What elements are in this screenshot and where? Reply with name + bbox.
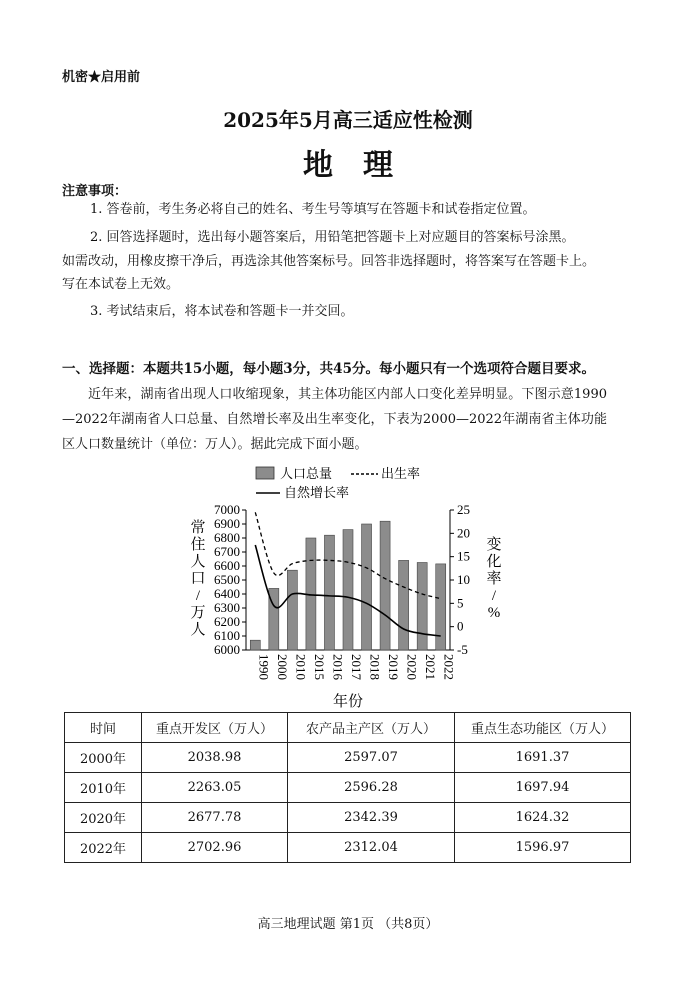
population-table [64, 712, 631, 863]
left-tick-label: 6200 [214, 614, 240, 629]
legend-population: 人口总量 [280, 466, 333, 481]
table-cell: 2342.39 [288, 803, 455, 833]
left-tick-label: 6600 [214, 558, 240, 573]
right-tick-label: 0 [457, 618, 464, 634]
table-cell: 2677.78 [142, 803, 288, 833]
right-tick-label: -5 [457, 642, 468, 657]
left-tick-label: 6900 [214, 516, 240, 531]
notice-item-2-cont: 如需改动，用橡皮擦干净后，再选涂其他答案标号。回答非选择题时，将答案写在答题卡上。 [62, 254, 596, 269]
x-category-label: 2020 [404, 654, 420, 680]
section-heading: 一、选择题：本题共15小题，每小题3分，共45分。每小题只有一个选项符合题目要求。 [62, 361, 595, 377]
notice-item-2-end: 写在本试卷上无效。 [62, 277, 180, 292]
table-cell: 1697.94 [455, 773, 631, 803]
table-cell: 1624.32 [455, 803, 631, 833]
table-cell: 2263.05 [142, 773, 288, 803]
x-category-label: 2016 [330, 654, 346, 680]
table-cell: 1691.37 [455, 743, 631, 773]
table-cell: 2597.07 [288, 743, 455, 773]
chart-legend [256, 466, 420, 500]
right-tick-label: 25 [457, 502, 470, 517]
table-header-row [65, 713, 631, 743]
right-tick-label: 5 [457, 595, 464, 611]
table-row [65, 743, 631, 773]
population-bar [324, 535, 334, 650]
table-cell: 2020年 [65, 803, 142, 833]
x-category-label: 2021 [423, 654, 439, 680]
subject-title: 地理 [303, 148, 423, 183]
left-tick-label: 6000 [214, 642, 240, 657]
legend-natural-growth: 自然增长率 [284, 485, 350, 500]
confidential-label: 机密★启用前 [62, 70, 141, 85]
x-category-label: 2017 [349, 654, 364, 680]
population-bar [250, 640, 260, 650]
table-row [65, 803, 631, 833]
exam-title: 2025年5月高三适应性检测 [223, 108, 473, 132]
population-bar [436, 564, 446, 650]
population-chart [180, 460, 520, 710]
table-cell: 2038.98 [142, 743, 288, 773]
table-cell: 2702.96 [142, 833, 288, 863]
col-header-agri: 农产品主产区（万人） [288, 713, 455, 743]
right-tick-label: 10 [457, 572, 470, 587]
left-tick-label: 6700 [214, 544, 240, 559]
notice-item-3: 3. 考试结束后，将本试卷和答题卡一并交回。 [90, 304, 354, 319]
x-category-label: 2018 [367, 654, 383, 680]
legend-birth-rate: 出生率 [381, 466, 421, 481]
col-header-eco: 重点生态功能区（万人） [455, 713, 631, 743]
x-category-label: 2019 [386, 654, 402, 680]
population-bar [362, 524, 372, 650]
population-bar [417, 563, 427, 651]
left-tick-label: 7000 [214, 502, 240, 517]
col-header-time: 时间 [65, 713, 142, 743]
x-axis-label: 年份 [332, 694, 364, 710]
left-tick-label: 6500 [214, 572, 240, 587]
population-bar [287, 570, 297, 650]
table-cell: 2596.28 [288, 773, 455, 803]
x-category-label: 2000 [274, 654, 290, 680]
table-cell: 2022年 [65, 833, 142, 863]
x-category-label: 1990 [256, 654, 272, 680]
x-category-label: 2015 [311, 654, 327, 680]
page-footer: 高三地理试题 第1页 （共8页） [257, 917, 439, 932]
left-tick-label: 6800 [214, 530, 240, 545]
col-header-key-dev: 重点开发区（万人） [142, 713, 288, 743]
right-tick-label: 20 [457, 525, 470, 541]
left-tick-label: 6400 [214, 586, 240, 601]
right-tick-label: 15 [457, 548, 470, 564]
table-cell: 1596.97 [455, 833, 631, 863]
x-category-label: 2010 [293, 654, 309, 680]
population-bar [343, 530, 353, 650]
question-intro: 近年来，湖南省出现人口收缩现象，其主体功能区内部人口变化差异明显。下图示意1990—2022年湖南省人口总量、自然增长率及出生率变化，下表为2000—2022年湖南省主体功能区人口数量统计（单位：万人）。据此完成下面小题。 [62, 387, 607, 452]
population-bar [380, 521, 390, 650]
notice-item-1: 1. 答卷前，考生务必将自己的姓名、考生号等填写在答题卡和试卷指定位置。 [90, 202, 536, 217]
left-axis-label: 常住人口/万人 [190, 520, 206, 638]
x-category-label: 2022 [441, 654, 457, 680]
notice-title: 注意事项： [62, 184, 128, 199]
right-axis-label: 变化率/ % [486, 537, 502, 621]
table-row [65, 833, 631, 863]
table-cell: 2312.04 [288, 833, 455, 863]
left-tick-label: 6100 [214, 628, 240, 643]
left-tick-label: 6300 [214, 600, 240, 615]
population-bar [399, 560, 409, 650]
table-cell: 2010年 [65, 773, 142, 803]
table-cell: 2000年 [65, 743, 142, 773]
notice-item-2: 2. 回答选择题时，选出每小题答案后，用铅笔把答题卡上对应题目的答案标号涂黑。 [90, 230, 575, 245]
legend-bar-swatch [256, 467, 274, 479]
table-row [65, 773, 631, 803]
